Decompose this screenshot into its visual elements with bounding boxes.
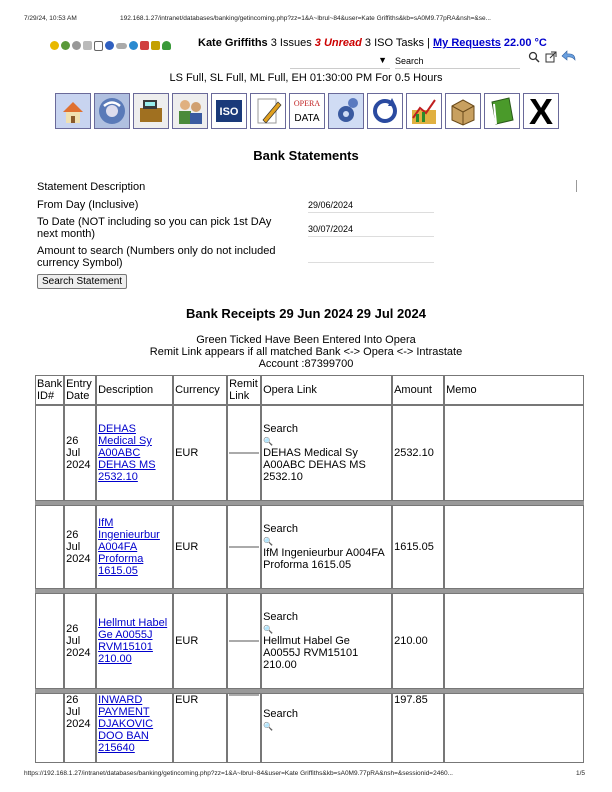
bank-id-cell <box>35 405 64 501</box>
toolbar-home[interactable] <box>55 93 91 129</box>
from-day-input[interactable]: 29/06/2024 <box>308 200 434 213</box>
entry-date-cell: 26 Jul 2024 <box>64 693 96 763</box>
issues-count[interactable]: 3 Issues <box>270 37 312 49</box>
home-icon <box>56 94 90 128</box>
svg-text:OPERA: OPERA <box>293 99 321 108</box>
description-link[interactable]: INWARD PAYMENT DJAKOVIC DOO BAN 215640 <box>98 694 154 754</box>
description-link[interactable]: Hellmut Habel Ge A0055J RVM15101 210.00 <box>98 617 168 665</box>
memo-cell[interactable] <box>444 593 584 689</box>
search-icon[interactable]: 🔍 <box>263 625 274 634</box>
search-statement-button[interactable]: Search Statement <box>37 274 127 289</box>
print-datetime: 7/29/24, 10:53 AM <box>24 15 77 22</box>
grid-icon[interactable] <box>83 41 92 50</box>
iso-tasks[interactable]: 3 ISO Tasks | <box>364 37 430 49</box>
note-green-ticked: Green Ticked Have Been Entered Into Opera <box>196 334 416 346</box>
back-arrow-icon[interactable] <box>561 50 577 64</box>
note-remit-link: Remit Link appears if all matched Bank <-> Opera <-> Intrastate <box>149 346 463 358</box>
description-label: Statement Description <box>37 181 146 193</box>
book-icon <box>485 94 519 128</box>
col-bank-id: Bank ID# <box>35 375 64 405</box>
table-row <box>35 405 584 501</box>
user-icon[interactable] <box>162 41 171 50</box>
receipts-notes <box>0 334 612 370</box>
user-status-line <box>198 37 547 49</box>
remit-link-cell <box>227 693 261 763</box>
memo-cell[interactable] <box>444 405 584 501</box>
toggle-icon[interactable] <box>116 43 127 49</box>
toolbar-refresh[interactable] <box>367 93 403 129</box>
box-icon <box>446 94 480 128</box>
search-icon[interactable]: 🔍 <box>263 437 274 446</box>
remit-link-cell <box>227 593 261 689</box>
print-footer-url: https://192.168.1.27/intranet/databases/banking/getincoming.php?zz=1&A~lbrul~84&user=Kate Griffiths&kb=sA0M9.77pRA&nsh=&sessionid=2460... <box>24 770 453 777</box>
memo-cell[interactable] <box>444 505 584 589</box>
image-icon[interactable] <box>140 41 149 50</box>
footer-mask <box>0 764 612 792</box>
receipts-title: Bank Receipts 29 Jun 2024 29 Jul 2024 <box>186 306 426 321</box>
col-remit-link: Remit Link <box>227 375 261 405</box>
toolbar-edit[interactable] <box>250 93 286 129</box>
col-currency: Currency <box>173 375 227 405</box>
svg-text:ISO: ISO <box>219 106 239 118</box>
external-link-icon[interactable] <box>545 51 557 63</box>
iso-icon <box>212 94 246 128</box>
amount-input[interactable] <box>308 262 434 263</box>
currency-cell: EUR <box>173 693 227 763</box>
opera-link-cell: Search 🔍 IfM Ingenieurbur A004FA Proforma 1615.05 <box>261 505 392 589</box>
print-page-number: 1/5 <box>576 770 586 777</box>
opera-link-cell <box>261 693 392 763</box>
entry-date-cell: 26 Jul 2024 <box>64 593 96 689</box>
table-row <box>35 693 584 763</box>
entry-date-cell: 26 Jul 2024 <box>64 405 96 501</box>
toolbar-settings[interactable] <box>328 93 364 129</box>
description-link[interactable]: IfM Ingenieurbur A004FA Proforma 1615.05 <box>98 517 160 577</box>
users-icon <box>173 94 207 128</box>
opera-link-cell: Search 🔍 Hellmut Habel Ge A0055J RVM15101 210.00 <box>261 593 392 689</box>
flag-icon[interactable] <box>151 41 160 50</box>
quick-icons <box>50 37 173 55</box>
description-cell <box>96 693 173 763</box>
amount-cell: 1615.05 <box>392 505 444 589</box>
amount-cell: 2532.10 <box>392 405 444 501</box>
toolbar-iso[interactable] <box>211 93 247 129</box>
search-icon[interactable]: 🔍 <box>263 537 274 546</box>
globe-icon[interactable] <box>61 41 70 50</box>
opera-search-label: Search <box>263 611 298 623</box>
amount-cell: 210.00 <box>392 593 444 689</box>
search-icon[interactable] <box>528 51 540 63</box>
opera-search-label: Search <box>263 423 298 435</box>
remit-link-box <box>229 694 259 696</box>
document-icon[interactable] <box>94 41 103 51</box>
user-name: Kate Griffiths <box>198 37 268 49</box>
toolbar-cash[interactable] <box>133 93 169 129</box>
my-requests-link[interactable]: My Requests <box>433 37 501 49</box>
opera-search-label: Search <box>263 523 298 535</box>
remit-link-box <box>229 546 259 548</box>
table-row <box>35 593 584 689</box>
bank-id-cell <box>35 505 64 589</box>
gear-icon[interactable] <box>72 41 81 50</box>
description-cell <box>96 405 173 501</box>
from-day-label: From Day (Inclusive) <box>37 199 139 211</box>
col-amount: Amount <box>392 375 444 405</box>
opera-search-label: Search <box>263 708 298 720</box>
table-header <box>35 375 584 405</box>
bank-id-cell <box>35 693 64 763</box>
description-cell <box>96 505 173 589</box>
refresh-icon <box>368 94 402 128</box>
search-input[interactable]: Search <box>395 55 520 69</box>
remit-link-box <box>229 640 259 642</box>
phone-icon <box>95 94 129 128</box>
toolbar-opera-data[interactable] <box>289 93 325 129</box>
entry-date-cell: 26 Jul 2024 <box>64 505 96 589</box>
bank-id-cell <box>35 593 64 689</box>
description-link[interactable]: DEHAS Medical Sy A00ABC DEHAS MS 2532.10 <box>98 423 156 483</box>
settings-icon <box>329 94 363 128</box>
account-number: Account :87399700 <box>258 358 354 370</box>
toolbar-box[interactable] <box>445 93 481 129</box>
cash-register-icon <box>134 94 168 128</box>
star-icon[interactable] <box>50 41 59 50</box>
status-line: LS Full, SL Full, ML Full, EH 01:30:00 PM For 0.5 Hours <box>169 72 443 84</box>
amount-label: Amount to search (Numbers only do not included currency Symbol) <box>37 245 276 269</box>
currency-cell: EUR <box>173 505 227 589</box>
col-memo: Memo <box>444 375 584 405</box>
col-description: Description <box>96 375 173 405</box>
memo-cell[interactable] <box>444 693 584 763</box>
close-icon <box>524 94 558 128</box>
description-input[interactable] <box>576 180 577 192</box>
toolbar-users[interactable] <box>172 93 208 129</box>
currency-cell: EUR <box>173 593 227 689</box>
table-row <box>35 505 584 589</box>
description-cell <box>96 593 173 689</box>
pencil-icon <box>251 94 285 128</box>
search-select[interactable] <box>290 55 390 69</box>
info-icon[interactable] <box>105 41 114 50</box>
unread-count[interactable]: 3 Unread <box>314 37 362 49</box>
chat-icon[interactable] <box>129 41 138 50</box>
toolbar-book[interactable] <box>484 93 520 129</box>
statements-title: Bank Statements <box>253 148 359 163</box>
svg-text:X: X <box>528 94 554 128</box>
remit-link-box <box>229 452 259 454</box>
print-url: 192.168.1.27/intranet/databases/banking/getincoming.php?zz=1&A~lbrul~84&user=Kate Griffiths&kb=sA0M9.77pRA&nsh=&se... <box>120 15 491 22</box>
currency-cell: EUR <box>173 405 227 501</box>
col-entry-date: Entry Date <box>64 375 96 405</box>
to-date-input[interactable]: 30/07/2024 <box>308 224 434 237</box>
opera-data-icon <box>290 94 324 128</box>
svg-text:DATA: DATA <box>294 113 320 124</box>
toolbar-reports[interactable] <box>406 93 442 129</box>
remit-link-cell <box>227 405 261 501</box>
remit-link-cell <box>227 505 261 589</box>
receipts-table <box>35 375 584 763</box>
col-opera-link: Opera Link <box>261 375 392 405</box>
opera-link-cell: Search 🔍 DEHAS Medical Sy A00ABC DEHAS MS 2532.10 <box>261 405 392 501</box>
reports-icon <box>407 94 441 128</box>
temperature: 22.00 °C <box>503 37 547 49</box>
chevron-down-icon: ▼ <box>378 55 387 65</box>
amount-cell: 197.85 <box>392 693 444 763</box>
toolbar-phone[interactable] <box>94 93 130 129</box>
toolbar-close[interactable] <box>523 93 559 129</box>
search-icon[interactable]: 🔍 <box>263 722 274 731</box>
to-date-label: To Date (NOT including so you can pick 1st DAy next month) <box>37 216 272 240</box>
